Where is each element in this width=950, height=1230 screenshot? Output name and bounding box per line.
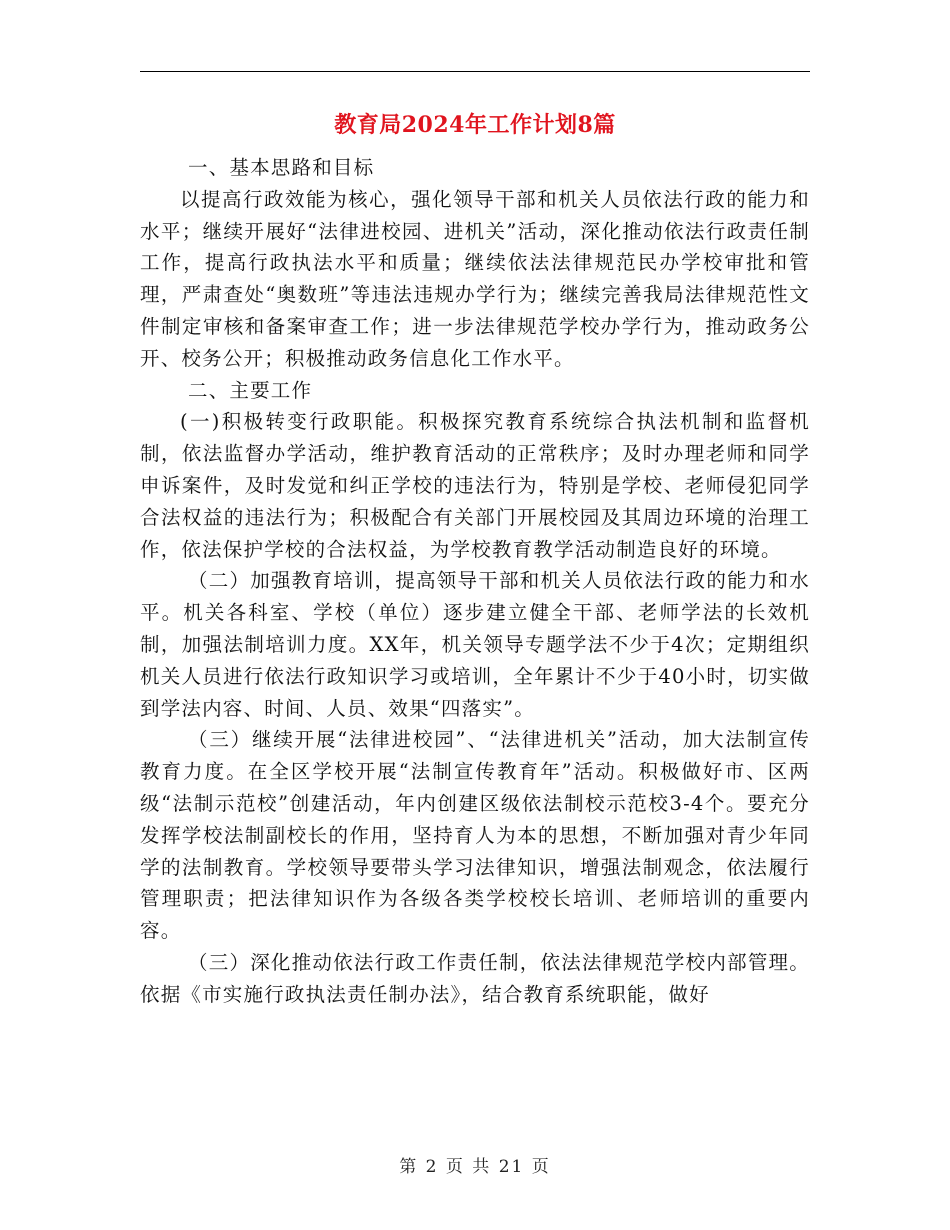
paragraph-item-1: (一)积极转变行政职能。积极探究教育系统综合执法机制和监督机制，依法监督办学活动，维护教育活动的正常秩序；及时办理老师和同学申诉案件，及时发觉和纠正学校的违法行为，特别是学校、老师侵犯同学合法权益的违法行为；积极配合有关部门开展校园及其周边环境的治理工作，依法保护学校的合法权益，为学校教育教学活动制造良好的环境。 (140, 410, 810, 561)
header-rule (140, 71, 810, 72)
paragraph-goals: 以提高行政效能为核心，强化领导干部和机关人员依法行政的能力和水平；继续开展好“法律进校园、进机关”活动，深化推动依法行政责任制工作，提高行政执法水平和质量；继续依法法律规范民办学校审批和管理，严肃查处“奥数班”等违法违规办学行为；继续完善我局法律规范性文件制定审核和备案审查工作；进一步法律规范学校办学行为，推动政务公开、校务公开；积极推动政务信息化工作水平。 (140, 187, 810, 370)
paragraph-item-2: （二）加强教育培训，提高领导干部和机关人员依法行政的能力和水平。机关各科室、学校（单位）逐步建立健全干部、老师学法的长效机制，加强法制培训力度。XX年，机关领导专题学法不少于4次；定期组织机关人员进行依法行政知识学习或培训，全年累计不少于40小时，切实做到学法内容、时间、人员、效果“四落实”。 (140, 569, 810, 720)
document-body (140, 152, 810, 1011)
section-heading-2: 二、主要工作 (188, 378, 313, 402)
paragraph-item-3: （三）继续开展“法律进校园”、“法律进机关”活动，加大法制宣传教育力度。在全区学校开展“法制宣传教育年”活动。积极做好市、区两级“法制示范校”创建活动，年内创建区级依法制校示范校3-4个。要充分发挥学校法制副校长的作用，坚持育人为本的思想，不断加强对青少年同学的法制教育。学校领导要带头学习法律知识，增强法制观念，依法履行管理职责；把法律知识作为各级各类学校校长培训、老师培训的重要内容。 (140, 728, 810, 943)
section-heading-1: 一、基本思路和目标 (188, 156, 375, 179)
page-number-footer: 第 2 页 共 21 页 (399, 1157, 551, 1177)
document-title: 教育局2024年工作计划8篇 (334, 112, 616, 138)
paragraph-item-4: （三）深化推动依法行政工作责任制，依法法律规范学校内部管理。依据《市实施行政执法责任制办法》，结合教育系统职能，做好 (140, 950, 810, 1006)
